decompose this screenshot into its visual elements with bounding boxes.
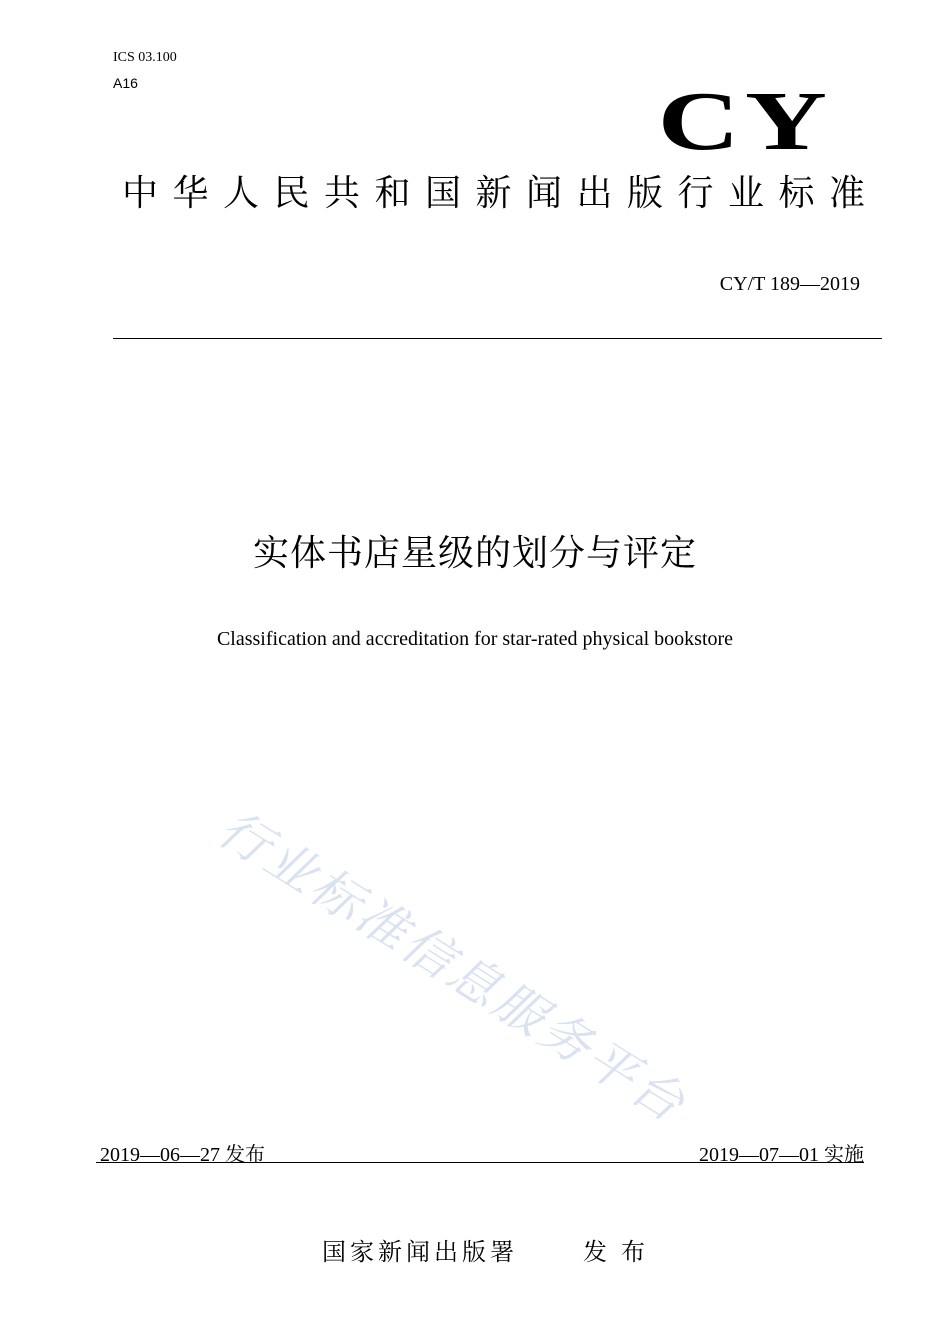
publish-label: 发布 <box>583 1238 659 1266</box>
cy-logo: CY <box>657 75 832 168</box>
top-divider <box>113 338 882 339</box>
document-title-en: Classification and accreditation for star-rated physical bookstore <box>216 628 734 650</box>
watermark: 行业标准信息服务平台 <box>208 799 698 1135</box>
issue-date: 2019—06—27 发布 <box>100 1144 265 1166</box>
standard-title: 中华人民共和国新闻出版行业标准 <box>122 173 880 214</box>
publisher: 国家新闻出版署 <box>322 1238 518 1266</box>
document-title-zh: 实体书店星级的划分与评定 <box>252 533 697 574</box>
implementation-date: 2019—07—01 实施 <box>699 1144 864 1166</box>
standard-code: CY/T 189—2019 <box>719 273 860 295</box>
bottom-divider <box>96 1162 864 1163</box>
ics-code: ICS 03.100 <box>113 50 177 65</box>
classification-code: A16 <box>113 75 138 91</box>
